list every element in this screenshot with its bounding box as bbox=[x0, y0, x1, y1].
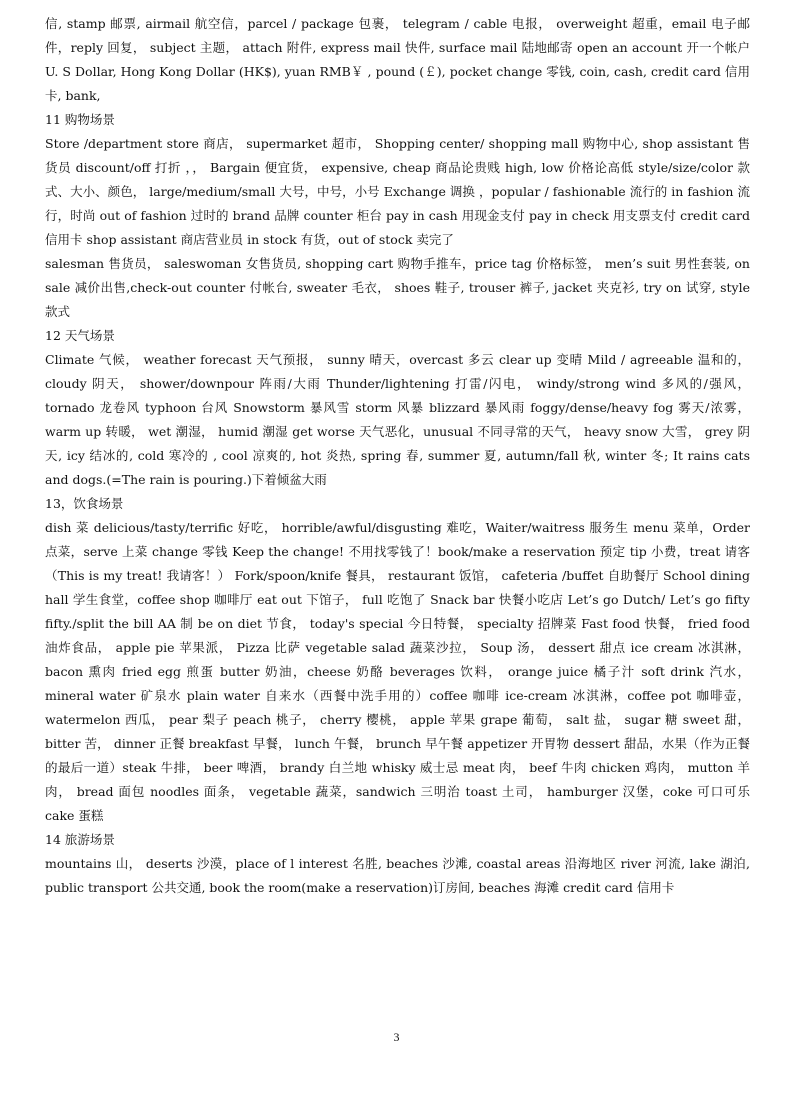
weather-paragraph: Climate 气候， weather forecast 天气预报， sunny 晴天，overcast 多云 clear up 变晴 Mild / agreeable 温和的， cloudy 阴天， shower/downpour 阵雨/大雨 Thunder/lightening 打雷/闪电， windy/strong wind 多风的/强风，tornado 龙卷风 typhoon 台风 Snowstorm 暴风雪 storm 风暴 blizzard 暴风雨 foggy/dense/heavy fog 雾天/浓雾， warm up 转暖， wet 潮湿， humid 潮湿 get worse 天气恶化，unusual 不同寻常的天气， heavy snow 大雪， grey 阴天, icy 结冰的, cold 寒冷的 , cool 凉爽的, hot 炎热, spring 春, summer 夏, autumn/fall 秋, winter 冬; It rains cats and dogs.(=The rain is pouring.)下着倾盆大雨 bbox=[45, 352, 750, 487]
section-heading-travel: 14 旅游场景 bbox=[45, 832, 115, 847]
shopping-paragraph-2: salesman 售货员， saleswoman 女售货员, shopping cart 购物手推车，price tag 价格标签， men’s suit 男性套装, on sale 减价出售,check-out counter 付帐台, sweater 毛衣， shoes 鞋子, trouser 裤子, jacket 夹克衫, try on 试穿, style 款式 bbox=[45, 256, 750, 319]
dining-paragraph: dish 菜 delicious/tasty/terrific 好吃， horrible/awful/disgusting 难吃，Waiter/waitress 服务生 menu 菜单，Order 点菜，serve 上菜 change 零钱 Keep the change! 不用找零钱了！book/make a reservation 预定 tip 小费，treat 请客 （This is my treat! 我请客！） Fork/spoon/knife 餐具， restaurant 饭馆， cafeteria /buffet 自助餐厅 School dining hall 学生食堂，coffee shop 咖啡厅 eat out 下馆子， full 吃饱了 Snack bar 快餐小吃店 Let’s go Dutch/ Let’s go fifty fifty./split the bill AA 制 be on diet 节食， today's special 今日特餐， specialty 招牌菜 Fast food 快餐， fried food 油炸食品， apple pie 苹果派， Pizza 比萨 vegetable salad 蔬菜沙拉， Soup 汤， dessert 甜点 ice cream 冰淇淋， bacon 熏肉 fried egg 煎蛋 butter 奶油，cheese 奶酪 beverages 饮料， orange juice 橘子汁 soft drink 汽水， mineral water 矿泉水 plain water 自来水（西餐中洗手用的）coffee 咖啡 ice-cream 冰淇淋，coffee pot 咖啡壶，watermelon 西瓜， pear 梨子 peach 桃子， cherry 樱桃， apple 苹果 grape 葡萄， salt 盐， sugar 糖 sweet 甜， bitter 苦， dinner 正餐 breakfast 早餐， lunch 午餐， brunch 早午餐 appetizer 开胃物 dessert 甜品，水果（作为正餐的最后一道）steak 牛排， beer 啤酒， brandy 白兰地 whisky 威士忌 meat 肉， beef 牛肉 chicken 鸡肉， mutton 羊肉， bread 面包 noodles 面条， vegetable 蔬菜，sandwich 三明治 toast 土司， hamburger 汉堡，coke 可口可乐 cake 蛋糕 bbox=[45, 520, 750, 823]
travel-paragraph: mountains 山， deserts 沙漠，place of l interest 名胜, beaches 沙滩, coastal areas 沿海地区 river 河流, lake 湖泊, public transport 公共交通, book the room(make a reservation)订房间, beaches 海滩 credit card 信用卡 bbox=[45, 856, 750, 895]
document-page bbox=[45, 12, 750, 900]
page-number: 3 bbox=[393, 1030, 400, 1044]
section-heading-shopping: 11 购物场景 bbox=[45, 112, 115, 127]
shopping-paragraph-1: Store /department store 商店， supermarket 超市， Shopping center/ shopping mall 购物中心, shop assistant 售货员 discount/off 打折 ，， Bargain 便宜货， expensive, cheap 商品论贵贱 high, low 价格论高低 style/size/color 款式、大小、颜色， large/medium/small 大号，中号，小号 Exchange 调换 ，popular / fashionable 流行的 in fashion 流行，时尚 out of fashion 过时的 brand 品牌 counter 柜台 pay in cash 用现金支付 pay in check 用支票支付 credit card 信用卡 shop assistant 商店营业员 in stock 有货，out of stock 卖完了 bbox=[45, 136, 750, 247]
intro-paragraph: 信, stamp 邮票, airmail 航空信，parcel / package 包裹， telegram / cable 电报， overweight 超重，email 电子邮件，reply 回复， subject 主题， attach 附件, express mail 快件, surface mail 陆地邮寄 open an account 开一个帐户 U. S Dollar, Hong Kong Dollar (HK$), yuan RMB￥ , pound (￡), pocket change 零钱, coin, cash, credit card 信用卡, bank, bbox=[45, 16, 750, 103]
section-heading-dining: 13，饮食场景 bbox=[45, 496, 124, 511]
section-heading-weather: 12 天气场景 bbox=[45, 328, 115, 343]
